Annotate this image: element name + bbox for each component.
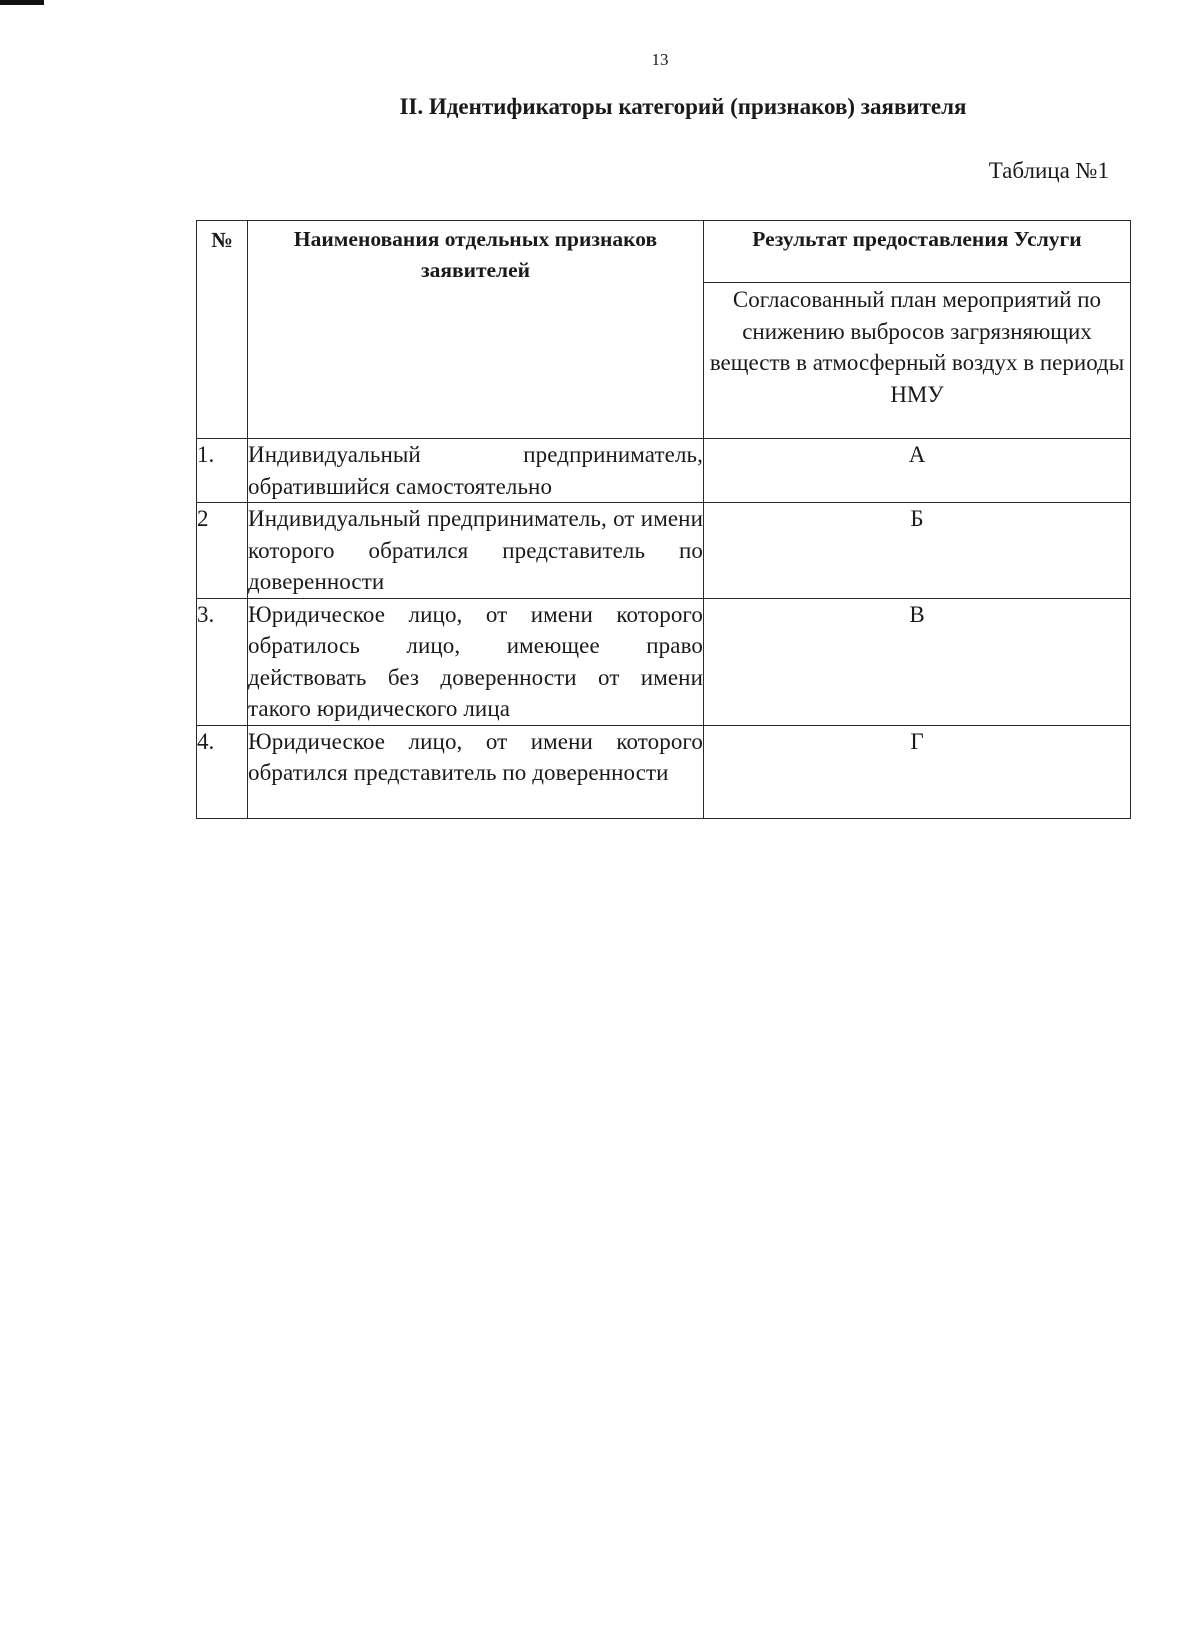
header-cell-result [704, 221, 1131, 283]
row-result: Б [704, 503, 1131, 599]
header-result-label: Результат предоставления Услуги [752, 227, 1082, 251]
row-result: Г [704, 725, 1131, 818]
table-row [197, 598, 1131, 725]
row-number: 4. [197, 725, 248, 818]
row-applicant-name: Индивидуальный предприниматель, от имени которого обратился представитель по доверенности [248, 503, 704, 599]
page-number: 13 [651, 50, 669, 69]
header-cell-result-sub [704, 283, 1131, 439]
header-name-label: Наименования отдельных признаков заявителей [293, 227, 658, 282]
header-result-sub-label: Согласованный план мероприятий по снижению выбросов загрязняющих веществ в атмосферный воздух в периоды НМУ [709, 287, 1125, 407]
header-cell-name [248, 221, 704, 439]
row-result: А [704, 439, 1131, 503]
section-heading: II. Идентификаторы категорий (признаков) заявителя [399, 94, 967, 119]
row-applicant-name: Юридическое лицо, от имени которого обратилось лицо, имеющее право действовать без доверенности от имени такого юридического лица [248, 598, 704, 725]
header-number-label: № [211, 228, 233, 252]
applicant-categories-table [196, 220, 1131, 819]
table-row [197, 725, 1131, 818]
row-number: 2 [197, 503, 248, 599]
header-cell-number [197, 221, 248, 439]
table-caption: Таблица №1 [988, 158, 1109, 183]
row-number: 3. [197, 598, 248, 725]
table-row [197, 439, 1131, 503]
scan-corner-mark [0, 0, 44, 5]
row-applicant-name: Индивидуальный предприниматель, обратившийся самостоятельно [248, 439, 704, 503]
row-applicant-name: Юридическое лицо, от имени которого обратился представитель по доверенности [248, 725, 704, 818]
row-number: 1. [197, 439, 248, 503]
table-row [197, 503, 1131, 599]
row-result: В [704, 598, 1131, 725]
table-header-row [197, 221, 1131, 283]
